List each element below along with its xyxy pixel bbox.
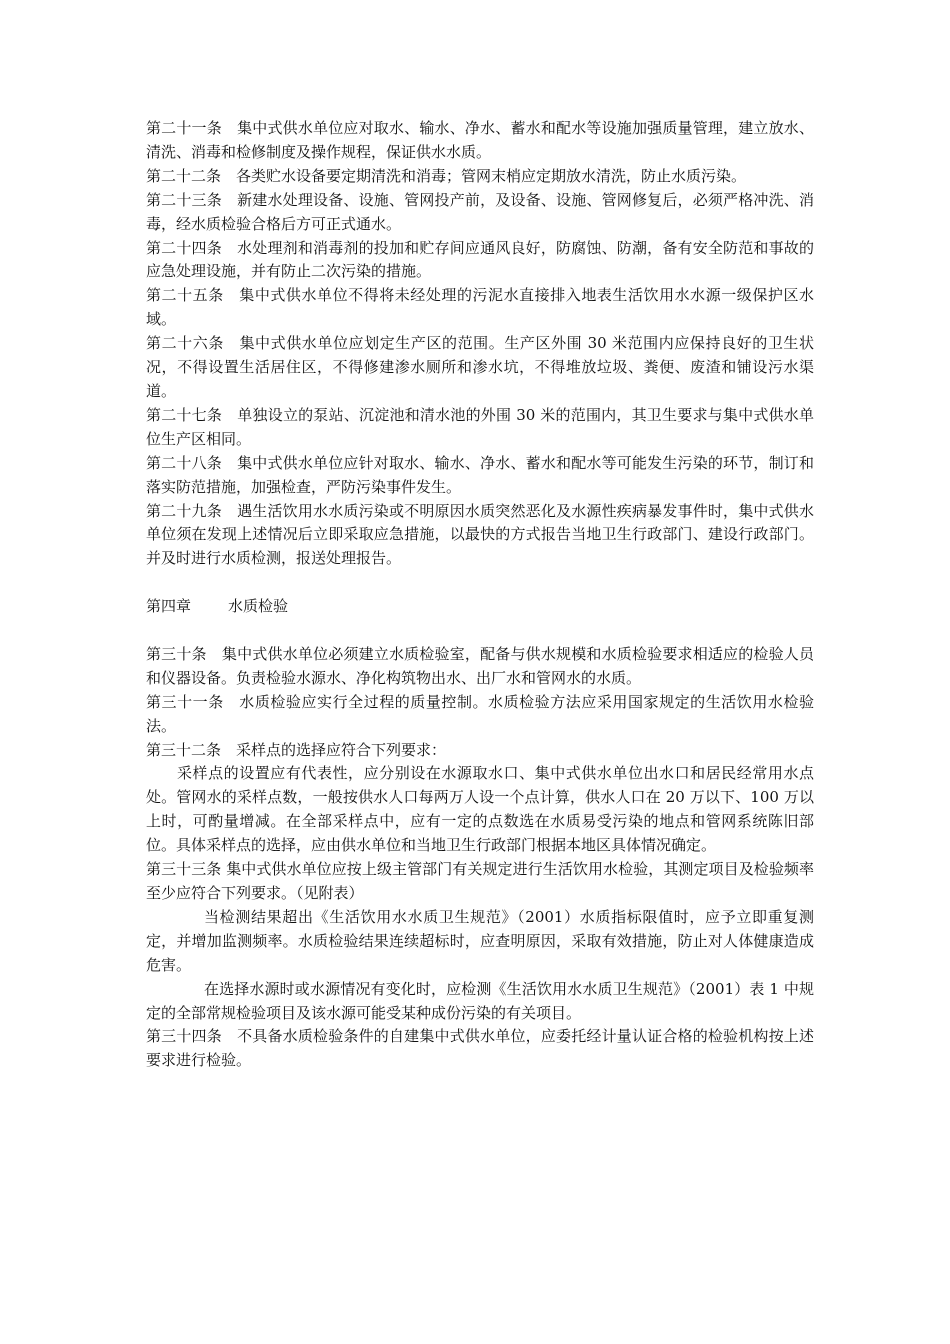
chapter-number: 第四章 xyxy=(146,597,192,616)
article-22: 第二十二条 各类贮水设备要定期清洗和消毒；管网末梢应定期放水清洗，防止水质污染。 xyxy=(146,166,747,185)
exceed-paragraph: 当检测结果超出《生活饮用水水质卫生规范》（2001）水质指标限值时，应予立即重复测定，并增加监测频率。水质检验结果连续超标时，应查明原因，采取有效措施，防止对人体健康造成危害。 xyxy=(146,907,814,974)
article-29: 第二十九条 遇生活饮用水水质污染或不明原因水质突然恶化及水源性疾病暴发事件时，集中式供水单位须在发现上述情况后立即采取应急措施，以最快的方式报告当地卫生行政部门、建设行政部门。并及时进行水质检测，报送处理报告。 xyxy=(146,501,814,568)
article-28: 第二十八条 集中式供水单位应针对取水、输水、净水、蓄水和配水等可能发生污染的环节，制订和落实防范措施，加强检查，严防污染事件发生。 xyxy=(146,453,814,496)
chapter-title: 水质检验 xyxy=(228,597,289,616)
article-31: 第三十一条 水质检验应实行全过程的质量控制。水质检验方法应采用国家规定的生活饮用水检验法。 xyxy=(146,692,814,735)
document-body xyxy=(146,117,814,1073)
article-32: 第三十二条 采样点的选择应符合下列要求： xyxy=(146,740,447,759)
article-26: 第二十六条 集中式供水单位应划定生产区的范围。生产区外围 30 米范围内应保持良好的卫生状况，不得设置生活居住区，不得修建渗水厕所和渗水坑，不得堆放垃圾、粪便、废渣和铺设污水渠道。 xyxy=(146,334,814,400)
source-paragraph: 在选择水源时或水源情况有变化时，应检测《生活饮用水水质卫生规范》（2001）表 1 中规定的全部常规检验项目及该水源可能受某种成份污染的有关项目。 xyxy=(146,979,814,1022)
chapter-heading xyxy=(146,595,814,619)
spacer xyxy=(146,619,814,643)
article-27: 第二十七条 单独设立的泵站、沉淀池和清水池的外围 30 米的范围内，其卫生要求与集中式供水单位生产区相同。 xyxy=(146,405,814,448)
article-30: 第三十条 集中式供水单位必须建立水质检验室，配备与供水规模和水质检验要求相适应的检验人员和仪器设备。负责检验水源水、净化构筑物出水、出厂水和管网水的水质。 xyxy=(146,644,814,687)
article-34: 第三十四条 不具备水质检验条件的自建集中式供水单位，应委托经计量认证合格的检验机构按上述要求进行检验。 xyxy=(146,1027,814,1070)
article-25: 第二十五条 集中式供水单位不得将未经处理的污泥水直接排入地表生活饮用水水源一级保护区水域。 xyxy=(146,286,814,329)
spacer xyxy=(146,571,814,595)
article-23: 第二十三条 新建水处理设备、设施、管网投产前，及设备、设施、管网修复后，必须严格冲洗、消毒，经水质检验合格后方可正式通水。 xyxy=(146,190,814,233)
article-33: 第三十三条 集中式供水单位应按上级主管部门有关规定进行生活饮用水检验，其测定项目及检验频率至少应符合下列要求。（见附表） xyxy=(146,860,814,902)
article-21: 第二十一条 集中式供水单位应对取水、输水、净水、蓄水和配水等设施加强质量管理，建立放水、清洗、消毒和检修制度及操作规程，保证供水水质。 xyxy=(146,119,814,161)
sampling-paragraph: 采样点的设置应有代表性，应分别设在水源取水口、集中式供水单位出水口和居民经常用水点处。管网水的采样点数，一般按供水人口每两万人设一个点计算，供水人口在 20 万以下、100 万以上时，可酌量增减。在全部采样点中，应有一定的点数选在水质易受污染的地点和管网系统陈旧部位。具体采样点的选择，应由供水单位和当地卫生行政部门根据本地区具体情况确定。 xyxy=(146,764,814,855)
article-24: 第二十四条 水处理剂和消毒剂的投加和贮存间应通风良好，防腐蚀、防潮，备有安全防范和事故的应急处理设施，并有防止二次污染的措施。 xyxy=(146,238,814,281)
